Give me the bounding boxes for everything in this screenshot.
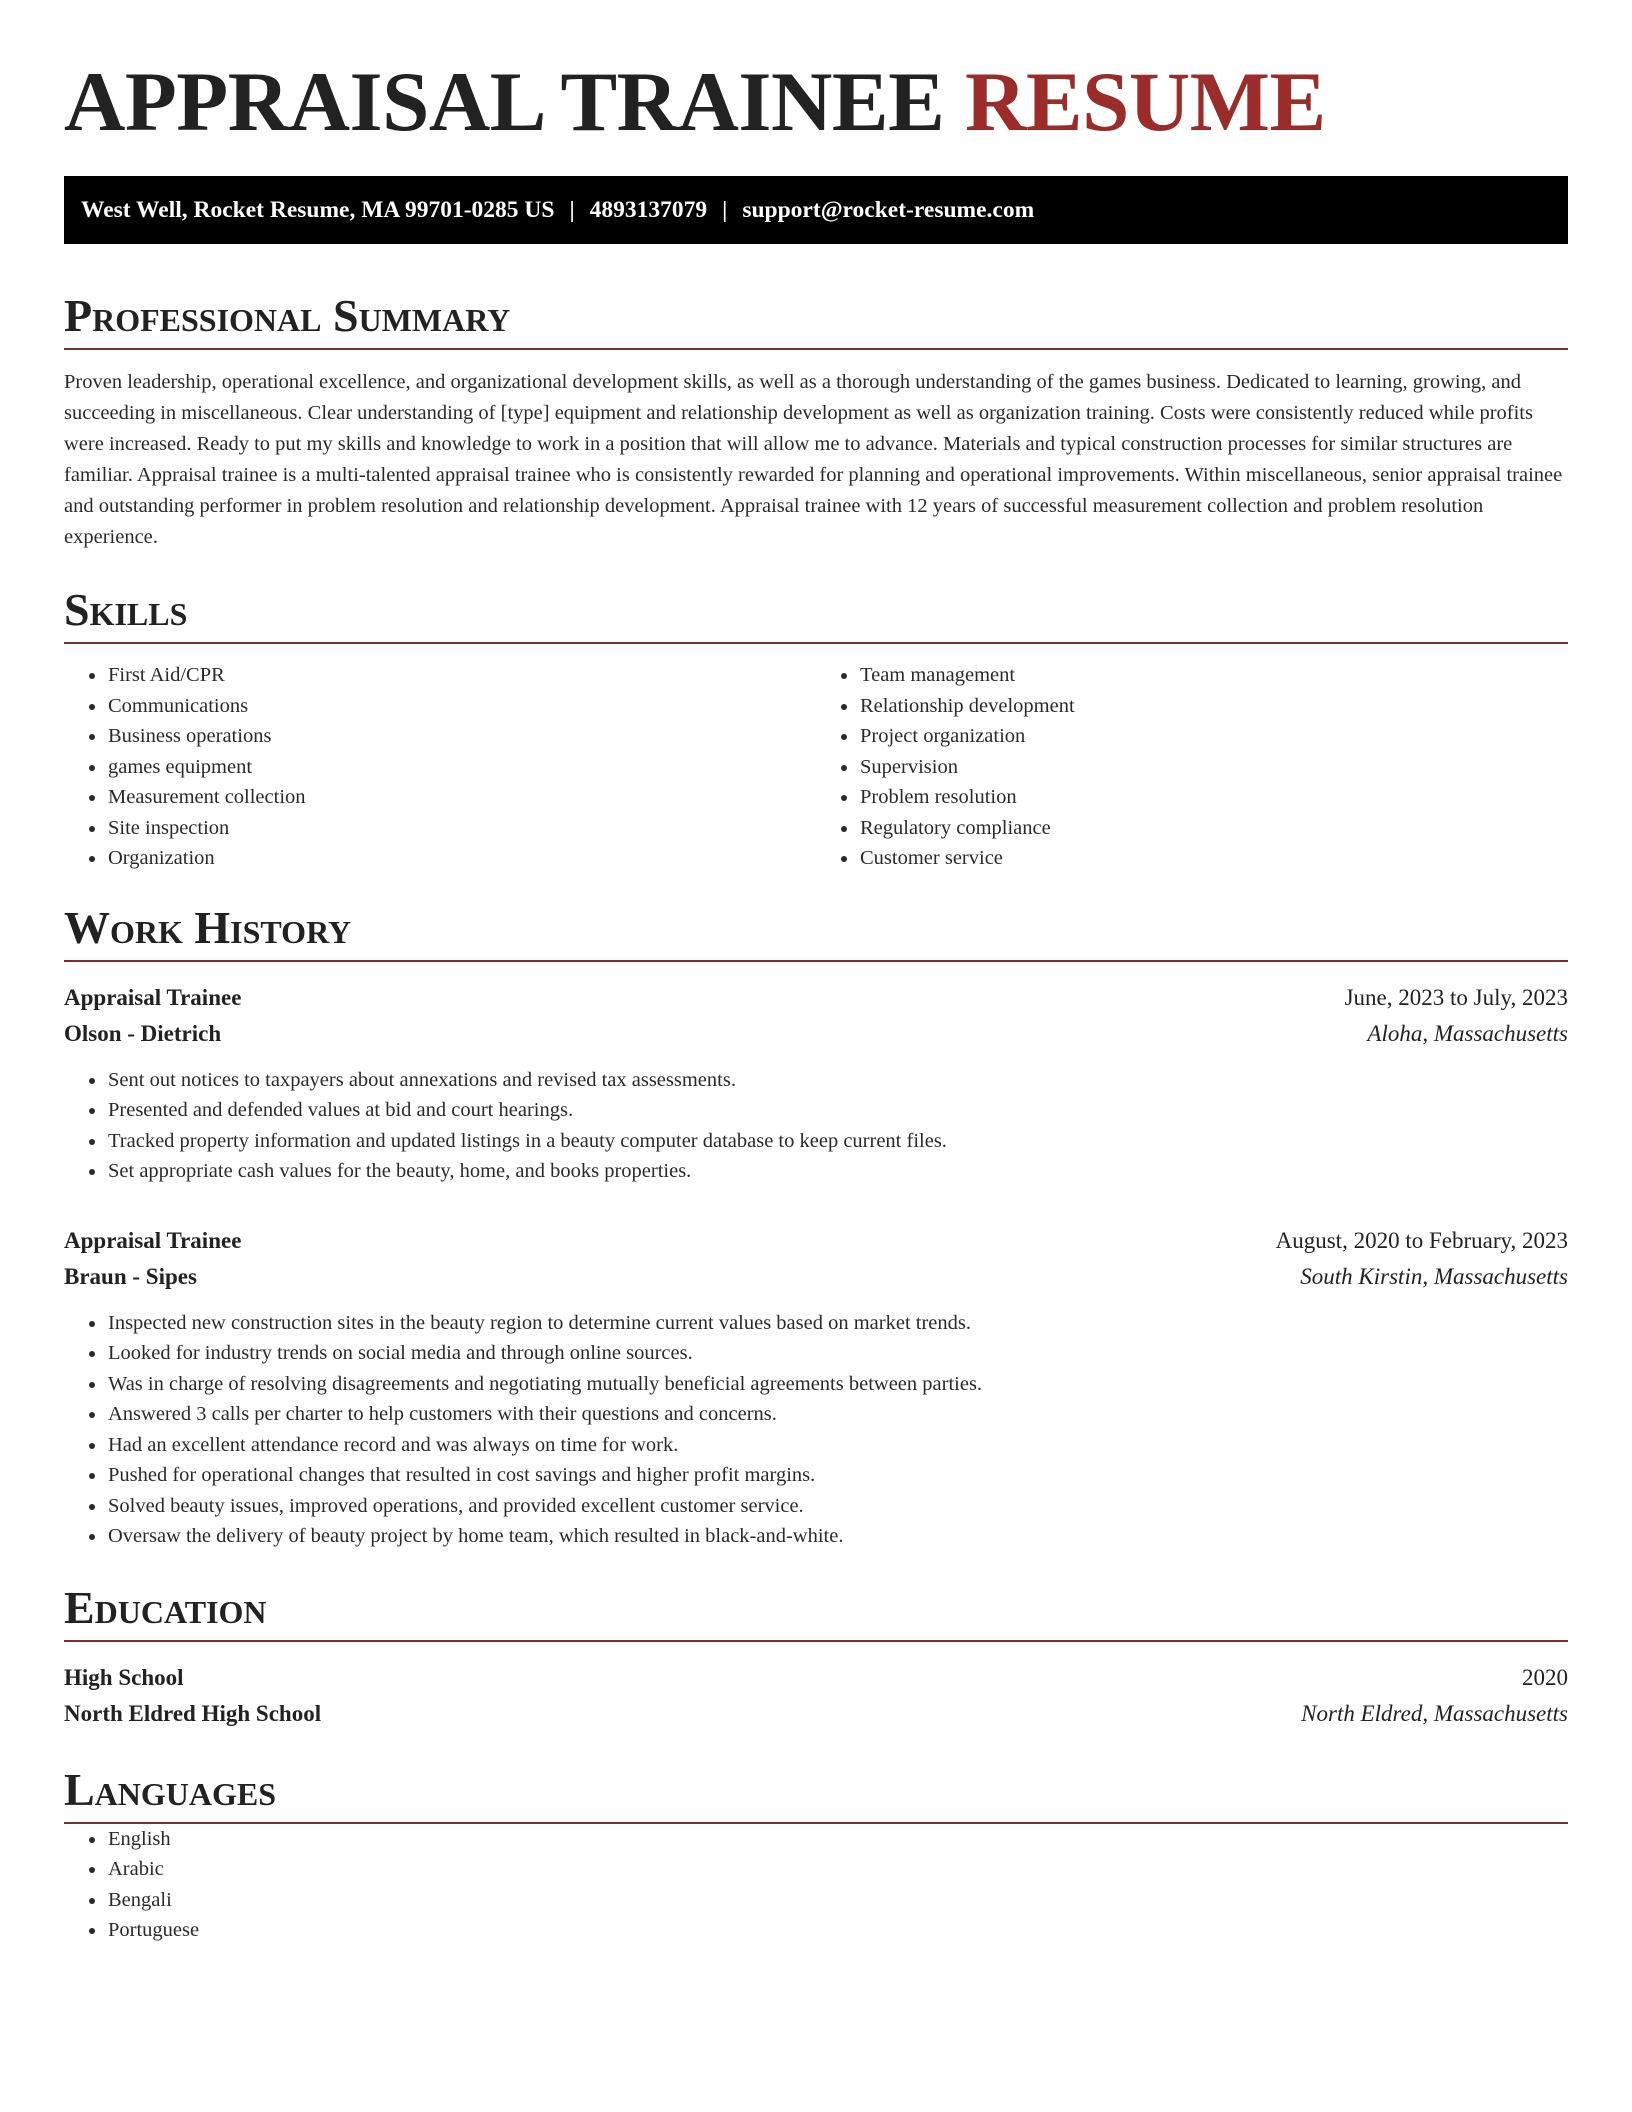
job-company-row	[64, 1259, 1568, 1295]
job-title: Appraisal Trainee	[64, 984, 242, 1010]
education-school-row	[64, 1696, 1568, 1732]
skill-item: • Relationship development	[859, 691, 1568, 722]
job-bullet: • Was in charge of resolving disagreements and negotiating mutually beneficial agreements between parties.	[107, 1369, 1568, 1400]
contact-bar	[64, 176, 1568, 244]
skill-item: • Business operations	[107, 721, 816, 752]
resume-title	[64, 50, 1568, 154]
skill-item: • First Aid/CPR	[107, 660, 816, 691]
job-bullet: • Solved beauty issues, improved operations, and provided excellent customer service.	[107, 1491, 1568, 1522]
skill-item: • Supervision	[859, 752, 1568, 783]
education-degree-row	[64, 1660, 1568, 1696]
job-bullet: • Sent out notices to taxpayers about annexations and revised tax assessments.	[107, 1065, 1568, 1096]
summary-text: Proven leadership, operational excellence, and organizational development skills, as well as a thorough understanding of the games business. Dedicated to learning, growing, and succeeding in miscellaneous. Clear understanding of [type] equipment and relationship development as well as organization training. Costs were consistently reduced while profits were increased. Ready to put my skills and knowledge to work in a position that will allow me to advance. Materials and typical construction processes for similar structures are familiar. Appraisal trainee is a multi-talented appraisal trainee who is consistently rewarded for planning and operational improvements. Within miscellaneous, senior appraisal trainee and outstanding performer in problem resolution and relationship development. Appraisal trainee with 12 years of successful measurement collection and problem resolution experience.	[64, 371, 1563, 548]
skill-item: • Site inspection	[107, 813, 816, 844]
work-history-heading: Work History	[64, 900, 1568, 962]
contact-separator: |	[569, 196, 575, 223]
job-bullet: • Answered 3 calls per charter to help customers with their questions and concerns.	[107, 1399, 1568, 1430]
education-heading: Education	[64, 1580, 1568, 1642]
job-company: Braun - Sipes	[64, 1263, 197, 1289]
job-company: Olson - Dietrich	[64, 1020, 222, 1046]
skill-item: • Customer service	[859, 843, 1568, 874]
job-bullet: • Oversaw the delivery of beauty project by home team, which resulted in black-and-white.	[107, 1521, 1568, 1552]
language-item: • Bengali	[107, 1885, 1568, 1916]
job-bullet: • Pushed for operational changes that resulted in cost savings and higher profit margins.	[107, 1460, 1568, 1491]
job-dates: June, 2023 to July, 2023	[1344, 984, 1568, 1010]
skill-item: • Measurement collection	[107, 782, 816, 813]
skill-item: • Communications	[107, 691, 816, 722]
languages-list	[64, 1824, 1568, 1946]
job-title-row	[64, 980, 1568, 1016]
job-entry	[64, 1223, 1568, 1552]
job-bullet: • Tracked property information and updated listings in a beauty computer database to keep current files.	[107, 1126, 1568, 1157]
language-item: • Portuguese	[107, 1915, 1568, 1946]
skills-columns	[64, 660, 1568, 874]
language-item: • Arabic	[107, 1854, 1568, 1885]
skill-item: • Project organization	[859, 721, 1568, 752]
title-main: APPRAISAL TRAINEE	[64, 55, 945, 149]
education-year: 2020	[1522, 1664, 1568, 1690]
education-location: North Eldred, Massachusetts	[1301, 1700, 1568, 1726]
contact-separator: |	[722, 196, 728, 223]
languages-heading: Languages	[64, 1762, 1568, 1824]
education-entry	[64, 1660, 1568, 1732]
skill-item: • games equipment	[107, 752, 816, 783]
contact-email: support@rocket-resume.com	[742, 196, 1035, 223]
job-location: Aloha, Massachusetts	[1367, 1020, 1568, 1046]
job-bullet: • Had an excellent attendance record and was always on time for work.	[107, 1430, 1568, 1461]
contact-phone: 4893137079	[589, 196, 708, 223]
job-title-row	[64, 1223, 1568, 1259]
job-bullet: • Looked for industry trends on social media and through online sources.	[107, 1338, 1568, 1369]
skill-item: • Team management	[859, 660, 1568, 691]
job-entry	[64, 980, 1568, 1187]
skill-item: • Organization	[107, 843, 816, 874]
job-bullets	[64, 1308, 1568, 1552]
job-bullets	[64, 1065, 1568, 1187]
skills-heading: Skills	[64, 582, 1568, 644]
education-degree: High School	[64, 1664, 184, 1690]
job-location: South Kirstin, Massachusetts	[1300, 1263, 1568, 1289]
job-bullet: • Inspected new construction sites in the beauty region to determine current values based on market trends.	[107, 1308, 1568, 1339]
title-accent: RESUME	[965, 55, 1326, 149]
job-bullet: • Set appropriate cash values for the beauty, home, and books properties.	[107, 1156, 1568, 1187]
skill-item: • Problem resolution	[859, 782, 1568, 813]
skills-list-right	[816, 660, 1568, 874]
summary-heading: Professional Summary	[64, 288, 1568, 350]
job-title: Appraisal Trainee	[64, 1227, 242, 1253]
language-item: • English	[107, 1824, 1568, 1855]
job-company-row	[64, 1016, 1568, 1052]
skills-list-left	[64, 660, 816, 874]
job-bullet: • Presented and defended values at bid and court hearings.	[107, 1095, 1568, 1126]
job-dates: August, 2020 to February, 2023	[1275, 1227, 1568, 1253]
education-school: North Eldred High School	[64, 1700, 322, 1726]
contact-address: West Well, Rocket Resume, MA 99701-0285 US	[81, 196, 555, 223]
skill-item: • Regulatory compliance	[859, 813, 1568, 844]
